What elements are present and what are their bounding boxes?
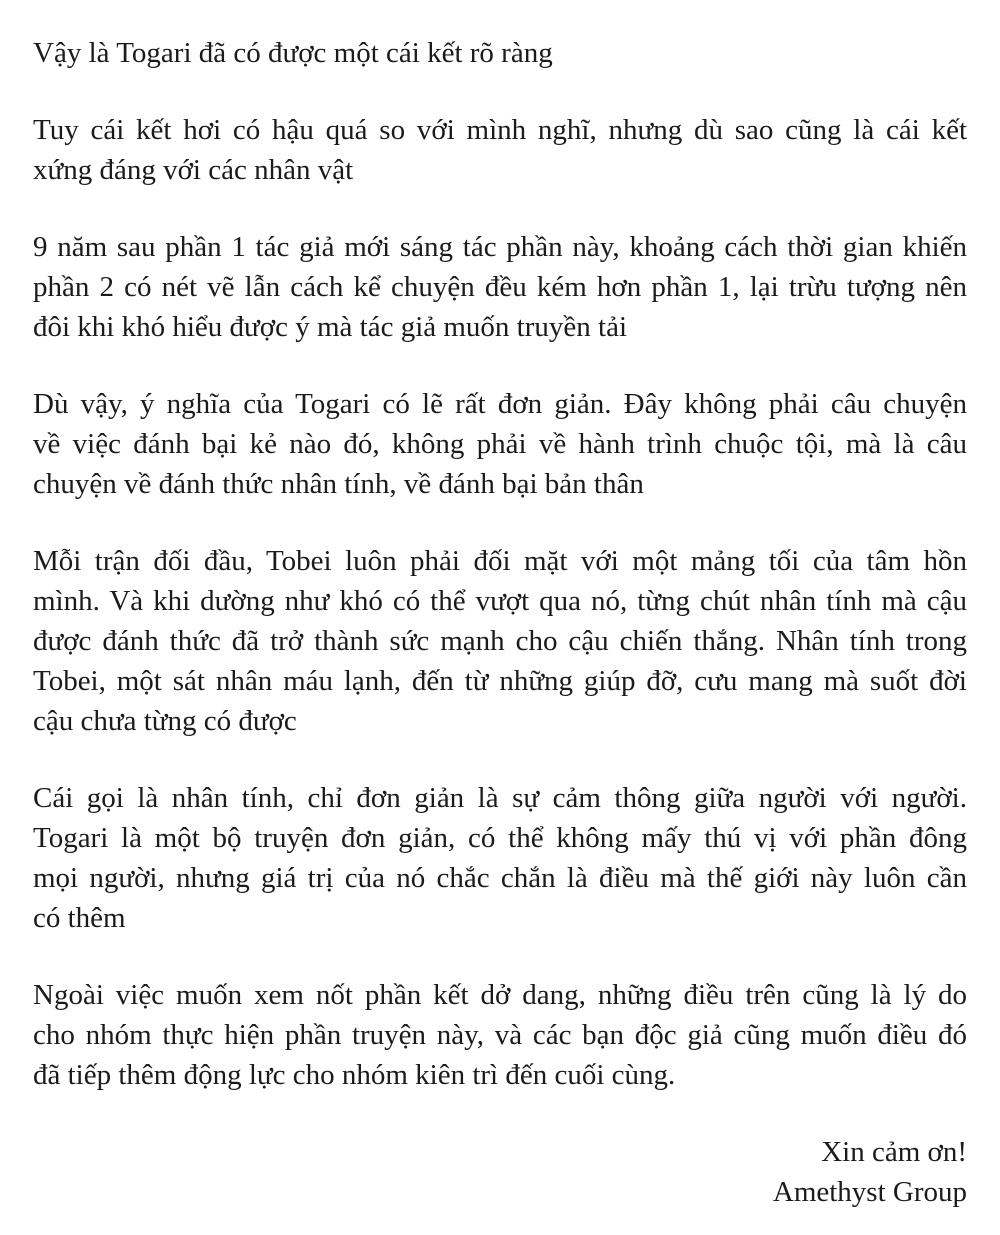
paragraph-5 bbox=[33, 541, 967, 741]
paragraph-line: Vậy là Togari đã có được một cái kết rõ ràng bbox=[33, 37, 553, 69]
paragraph-line: có thêm bbox=[33, 902, 126, 934]
paragraph-line: Cái gọi là nhân tính, chỉ đơn giản là sự cảm thông giữa người với người. bbox=[33, 782, 967, 814]
paragraph-line: xứng đáng với các nhân vật bbox=[33, 154, 354, 186]
paragraph-line: 9 năm sau phần 1 tác giả mới sáng tác phần này, khoảng cách thời gian khiến bbox=[33, 231, 967, 263]
paragraph-line: cậu chưa từng có được bbox=[33, 705, 297, 737]
paragraph-line: đã tiếp thêm động lực cho nhóm kiên trì đến cuối cùng. bbox=[33, 1059, 676, 1091]
paragraph-line: Togari là một bộ truyện đơn giản, có thể không mấy thú vị với phần đông bbox=[33, 822, 967, 854]
paragraph-line: mọi người, nhưng giá trị của nó chắc chắn là điều mà thế giới này luôn cần bbox=[33, 862, 967, 894]
paragraph-7 bbox=[33, 975, 967, 1095]
paragraph-line: Tuy cái kết hơi có hậu quá so với mình nghĩ, nhưng dù sao cũng là cái kết bbox=[33, 114, 967, 146]
paragraph-line: được đánh thức đã trở thành sức mạnh cho cậu chiến thắng. Nhân tính trong bbox=[33, 625, 967, 657]
paragraph-line: Mỗi trận đối đầu, Tobei luôn phải đối mặt với một mảng tối của tâm hồn bbox=[33, 545, 967, 577]
paragraph-line: mình. Và khi dường như khó có thể vượt qua nó, từng chút nhân tính mà cậu bbox=[33, 585, 967, 617]
paragraph-line: cho nhóm thực hiện phần truyện này, và các bạn độc giả cũng muốn điều đó bbox=[33, 1019, 967, 1051]
group-name: Amethyst Group bbox=[772, 1176, 967, 1208]
paragraph-1 bbox=[33, 33, 967, 73]
paragraph-2 bbox=[33, 110, 967, 190]
paragraph-3 bbox=[33, 227, 967, 347]
paragraph-line: chuyện về đánh thức nhân tính, về đánh bại bản thân bbox=[33, 468, 644, 500]
paragraph-line: về việc đánh bại kẻ nào đó, không phải về hành trình chuộc tội, mà là câu bbox=[33, 428, 967, 460]
paragraph-line: đôi khi khó hiểu được ý mà tác giả muốn truyền tải bbox=[33, 311, 628, 343]
paragraph-line: phần 2 có nét vẽ lẫn cách kể chuyện đều kém hơn phần 1, lại trừu tượng nên bbox=[33, 271, 967, 303]
paragraph-6 bbox=[33, 778, 967, 938]
paragraph-line: Dù vậy, ý nghĩa của Togari có lẽ rất đơn giản. Đây không phải câu chuyện bbox=[33, 388, 967, 420]
paragraph-line: Ngoài việc muốn xem nốt phần kết dở dang, những điều trên cũng là lý do bbox=[33, 979, 967, 1011]
paragraph-4 bbox=[33, 384, 967, 504]
paragraph-line: Tobei, một sát nhân máu lạnh, đến từ những giúp đỡ, cưu mang mà suốt đời bbox=[33, 665, 967, 697]
thanks-line: Xin cảm ơn! bbox=[821, 1136, 967, 1168]
afterword-text bbox=[33, 33, 967, 1095]
signature-block bbox=[33, 1132, 967, 1212]
